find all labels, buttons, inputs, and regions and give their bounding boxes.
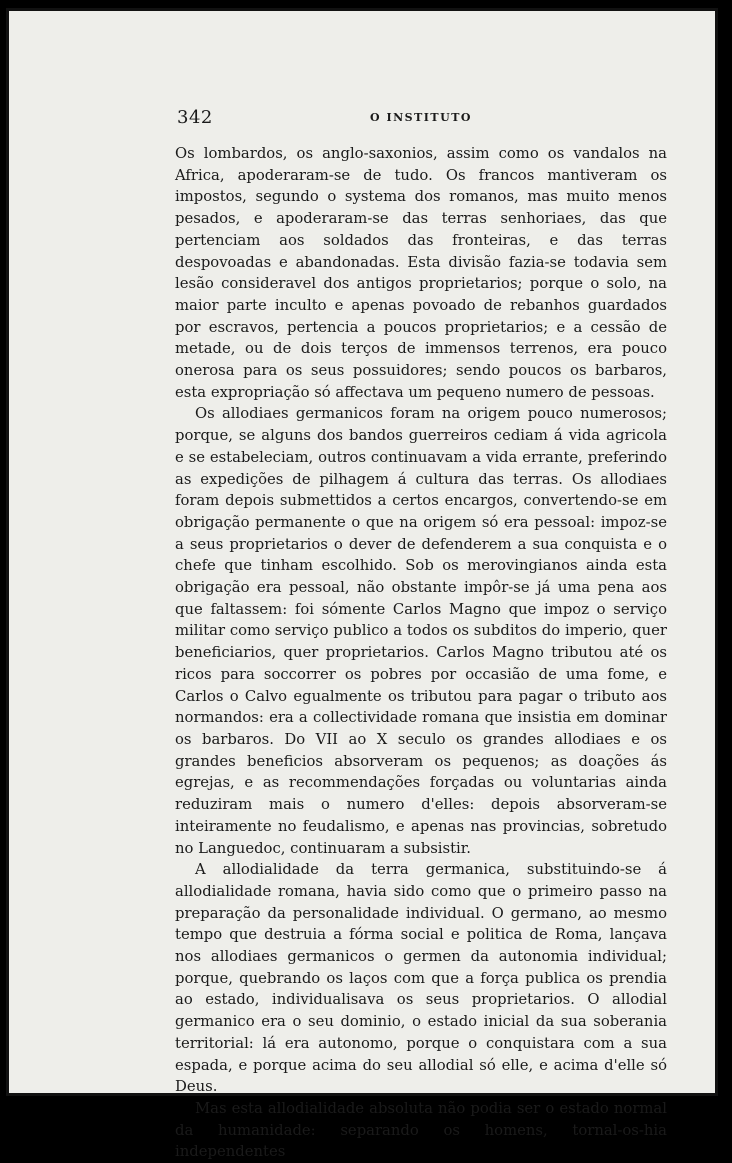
body-text [175, 143, 667, 1163]
page-number: 342 [177, 107, 213, 128]
paragraph-2: Os allodiaes germanicos foram na origem pouco numerosos; porque, se alguns dos bandos guerreiros cediam á vida agricola e se estabeleciam, outros continuavam a vida errante, preferindo as expedições de pilhagem á cultura das terras. Os allodiaes foram depois submettidos a certos encargos, convertendo-se em obrigação permanente o que na origem só era pessoal: impoz-se a seus proprietarios o dever de defenderem a sua conquista e o chefe que tinham escolhido. Sob os merovingianos ainda esta obrigação era pessoal, não obstante impôr-se já uma pena aos que faltassem: foi sómente Carlos Magno que impoz o serviço militar como serviço publico a todos os subditos do imperio, quer beneficiarios, quer proprietarios. Carlos Magno tributou até os ricos para soccorrer os pobres por occasião de uma fome, e Carlos o Calvo egualmente os tributou para pagar o tributo aos normandos: era a collectividade romana que insistia em dominar os barbaros. Do VII ao X seculo os grandes allodiaes e os grandes beneficios absorveram os pequenos; as doações ás egrejas, e as recommendações forçadas ou voluntarias ainda reduziram mais o numero d'elles: depois absorveram-se inteiramente no feudalismo, e apenas nas provincias, sobretudo no Languedoc, continuaram a subsistir. [175, 405, 667, 857]
paragraph-1: Os lombardos, os anglo-saxonios, assim como os vandalos na Africa, apoderaram-se de tudo. Os francos mantiveram os impostos, segundo o systema dos romanos, mas muito menos pesados, e apoderaram-se das terras senhoriaes, das que pertenciam aos soldados das fronteiras, e das terras despovoadas e abandonadas. Esta divisão fazia-se todavia sem lesão consideravel dos antigos proprietarios; porque o solo, na maior parte inculto e apenas povoado de rebanhos guardados por escravos, pertencia a poucos proprietarios; e a cessão de metade, ou de dois terços de immensos terrenos, era pouco onerosa para os seus possuidores; sendo poucos os barbaros, esta expropriação só affectava um pequeno numero de pessoas. [175, 145, 667, 401]
page-header [175, 105, 667, 129]
paragraph-3: A allodialidade da terra germanica, substituindo-se á allodialidade romana, havia sido como que o primeiro passo na preparação da personalidade individual. O germano, ao mesmo tempo que destruia a fórma social e politica de Roma, lançava nos allodiaes germanicos o germen da autonomia individual; porque, quebrando os laços com que a força publica os prendia ao estado, individualisava os seus proprietarios. O allodial germanico era o seu dominio, o estado inicial da sua soberania territorial: lá era autonomo, porque o conquistara com a sua espada, e porque acima do seu allodial só elle, e acima d'elle só Deus. [175, 861, 667, 1096]
paragraph-4: Mas esta allodialidade absoluta não podia ser o estado normal da humanidade: separando os homens, tornal-os-hia independentes [175, 1099, 667, 1161]
page-frame [6, 8, 718, 1161]
document-page [175, 105, 667, 1163]
running-title: O INSTITUTO [370, 111, 472, 124]
